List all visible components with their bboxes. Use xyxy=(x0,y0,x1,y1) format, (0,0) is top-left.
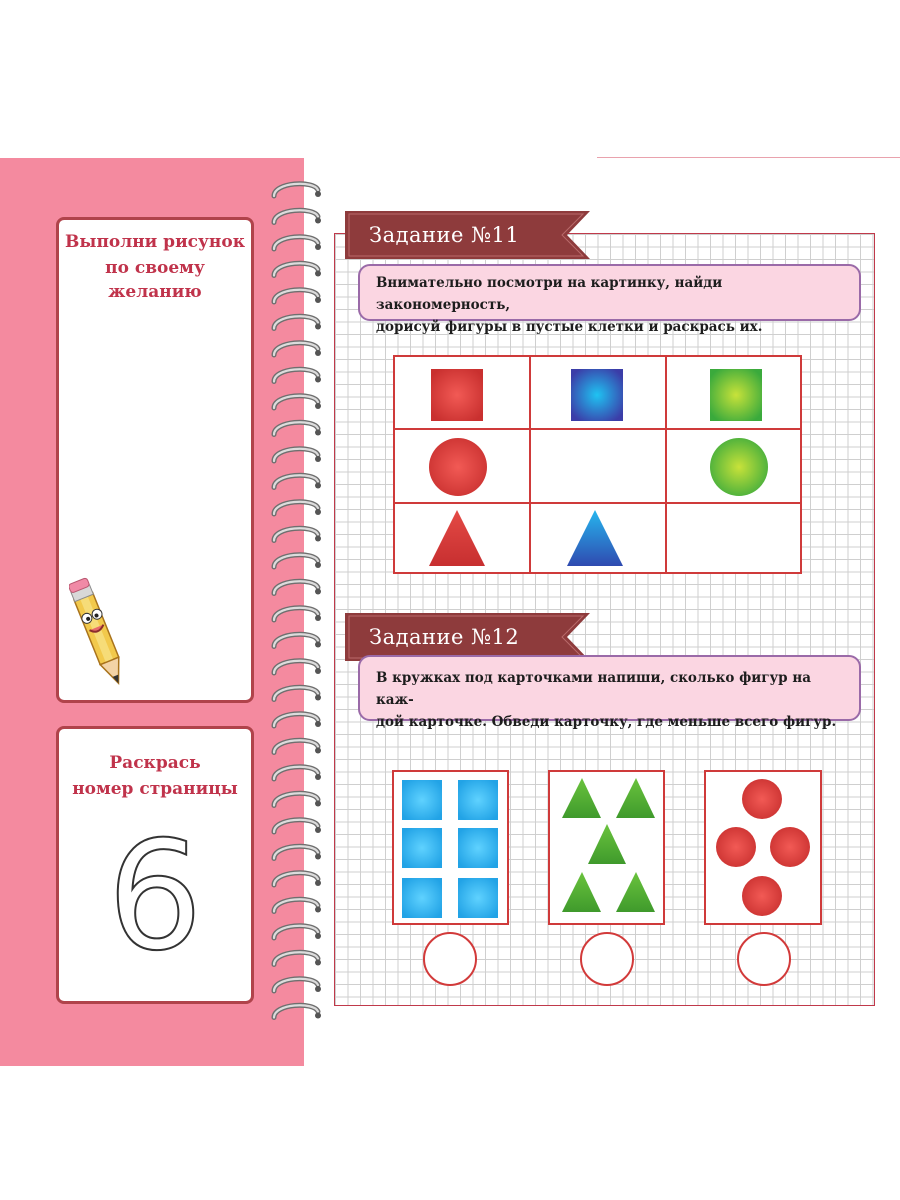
spiral-ring xyxy=(274,820,321,833)
shape-square xyxy=(402,780,442,820)
shape-triangle xyxy=(616,778,655,818)
spiral-ring xyxy=(274,528,321,541)
spiral-ring xyxy=(274,184,321,197)
answer-circle-triangles[interactable] xyxy=(580,932,634,986)
spiral-ring xyxy=(274,237,321,250)
task11-instruction xyxy=(358,264,861,335)
number-panel-title-line1: Раскрась xyxy=(109,753,201,773)
empty-cell[interactable] xyxy=(667,504,800,572)
blue-square-shape xyxy=(569,367,625,423)
spiral-ring xyxy=(274,634,321,647)
task11-title: Задание №11 xyxy=(369,223,520,247)
answer-circle-circles[interactable] xyxy=(737,932,791,986)
shape-square xyxy=(458,828,498,868)
spiral-ring xyxy=(274,396,321,409)
red-circle-shape xyxy=(427,436,489,498)
spiral-ring xyxy=(274,846,321,859)
red-square-shape xyxy=(429,367,485,423)
shape-triangle xyxy=(562,872,601,912)
triangle-group xyxy=(550,772,663,923)
spiral-ring xyxy=(274,369,321,382)
shape-square xyxy=(458,878,498,918)
free-drawing-panel[interactable] xyxy=(56,217,254,703)
spiral-ring xyxy=(274,316,321,329)
spiral-ring xyxy=(274,740,321,753)
task12-instruction-line2: дой карточке. Обведи карточку, где меньше всего фигур. xyxy=(376,714,837,730)
shape-triangle xyxy=(616,872,655,912)
task11-instruction-line2: дорисуй фигуры в пустые клетки и раскрась их. xyxy=(376,319,763,335)
spiral-ring xyxy=(274,608,321,621)
circle-group xyxy=(706,772,820,923)
spiral-ring xyxy=(274,1005,321,1018)
shape-square xyxy=(458,780,498,820)
shape-circle xyxy=(716,827,756,867)
shape-circle xyxy=(742,876,782,916)
spiral-ring xyxy=(274,502,321,515)
task12-instruction xyxy=(358,655,861,730)
spiral-ring xyxy=(274,714,321,727)
blue-triangle-shape xyxy=(565,508,625,568)
task11-instruction-line1: Внимательно посмотри на картинку, найди закономерность, xyxy=(376,275,723,313)
spiral-ring xyxy=(274,793,321,806)
shape-circle xyxy=(742,779,782,819)
draw-panel-title-line2: по своему желанию xyxy=(105,258,205,302)
spiral-ring xyxy=(274,767,321,780)
task12-instruction-line1: В кружках под карточками напиши, сколько фигур на каж- xyxy=(376,670,811,708)
spiral-ring xyxy=(274,687,321,700)
card-triangles[interactable] xyxy=(548,770,665,925)
number-panel-title-line2: номер страницы xyxy=(72,779,238,799)
draw-panel-title-line1: Выполни рисунок xyxy=(65,232,245,252)
pattern-table xyxy=(393,355,802,574)
square-group xyxy=(394,772,507,923)
red-triangle-shape xyxy=(427,508,487,568)
card-squares[interactable] xyxy=(392,770,509,925)
spiral-ring xyxy=(274,475,321,488)
spiral-ring xyxy=(274,449,321,462)
spiral-ring xyxy=(274,263,321,276)
page-number-panel[interactable] xyxy=(56,726,254,1004)
spiral-ring xyxy=(274,873,321,886)
shape-triangle xyxy=(588,824,626,864)
empty-cell[interactable] xyxy=(531,430,665,502)
shape-triangle xyxy=(562,778,601,818)
green-circle-shape xyxy=(708,436,770,498)
spiral-ring xyxy=(274,979,321,992)
spiral-ring xyxy=(274,952,321,965)
spiral-ring xyxy=(274,581,321,594)
answer-circle-squares[interactable] xyxy=(423,932,477,986)
spiral-ring xyxy=(274,290,321,303)
spiral-ring xyxy=(274,555,321,568)
spiral-ring xyxy=(274,210,321,223)
spiral-binding xyxy=(268,180,324,1030)
shape-circle xyxy=(770,827,810,867)
green-square-shape xyxy=(708,367,764,423)
shape-square xyxy=(402,878,442,918)
spiral-ring xyxy=(274,661,321,674)
page-number-outline[interactable]: 6 xyxy=(107,810,203,984)
shape-square xyxy=(402,828,442,868)
card-circles[interactable] xyxy=(704,770,822,925)
spiral-ring xyxy=(274,899,321,912)
spiral-ring xyxy=(274,343,321,356)
task12-title: Задание №12 xyxy=(369,625,520,649)
spiral-ring xyxy=(274,422,321,435)
pencil-mascot-icon xyxy=(69,575,129,695)
top-divider-line xyxy=(597,157,900,158)
spiral-ring xyxy=(274,926,321,939)
